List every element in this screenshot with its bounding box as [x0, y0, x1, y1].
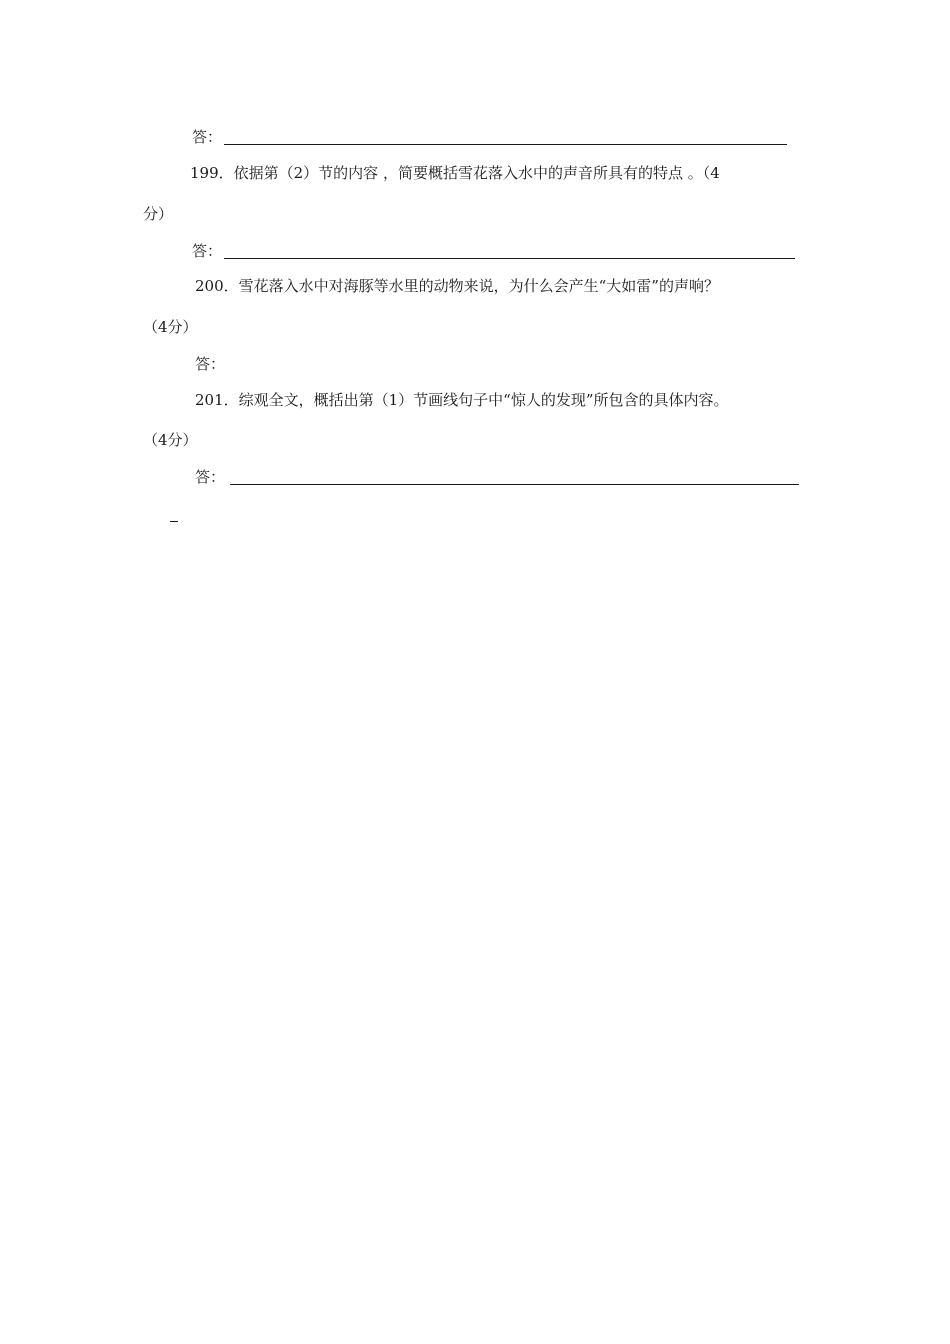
- question-201-score: （4分）: [143, 431, 198, 449]
- answer-underline: [224, 258, 795, 259]
- stray-dash-mark: [170, 521, 178, 522]
- question-201-text: 201．综观全文，概括出第（1）节画线句子中“惊人的发现”所包含的具体内容。: [195, 391, 729, 409]
- question-200-text: 200．雪花落入水中对海豚等水里的动物来说，为什么会产生“大如雷”的声响？: [195, 277, 719, 295]
- answer-underline: [230, 484, 799, 485]
- answer-label: 答：: [195, 355, 226, 373]
- answer-label: 答：: [192, 128, 223, 146]
- question-199-score: 分）: [143, 205, 174, 223]
- answer-underline: [224, 144, 787, 145]
- question-199-text: 199．依据第（2）节的内容 ，简要概括雪花落入水中的声音所具有的特点 。（4: [190, 164, 720, 182]
- answer-label: 答：: [192, 242, 223, 260]
- question-200-score: （4分）: [143, 318, 198, 336]
- answer-label: 答：: [195, 468, 226, 486]
